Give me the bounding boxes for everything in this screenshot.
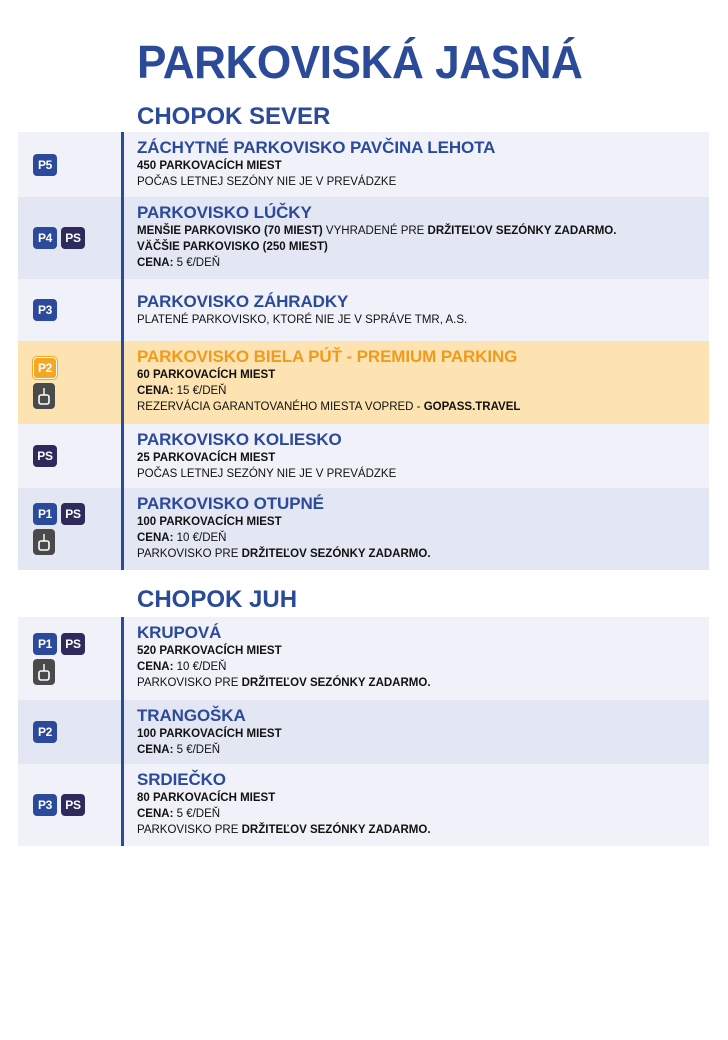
badge-group <box>18 132 121 197</box>
badge-group <box>18 617 121 700</box>
page-title: PARKOVISKÁ JASNÁ <box>137 36 583 88</box>
list-item <box>18 341 709 424</box>
sever-table <box>18 132 709 570</box>
parking-badge: P3 <box>33 794 57 816</box>
premium-parking-icon: P2 <box>33 357 57 379</box>
lift-ta-icon <box>33 529 55 555</box>
note: POČAS LETNEJ SEZÓNY NIE JE V PREVÁDZKE <box>137 468 397 480</box>
section-title-chopok-juh: CHOPOK JUH <box>137 586 298 613</box>
list-item <box>18 488 709 570</box>
parking-name: KRUPOVÁ <box>137 623 222 642</box>
price: CENA: 15 €/DEŇ <box>137 385 227 397</box>
note: POČAS LETNEJ SEZÓNY NIE JE V PREVÁDZKE <box>137 176 397 188</box>
juh-table <box>18 617 709 846</box>
parking-badge: PS <box>33 445 57 467</box>
badge-group <box>18 197 121 279</box>
badge-group <box>18 764 121 846</box>
capacity: 520 PARKOVACÍCH MIEST <box>137 645 282 657</box>
lift-ta-icon <box>33 383 55 409</box>
parking-badge: P1 <box>33 633 57 655</box>
note: PLATENÉ PARKOVISKO, KTORÉ NIE JE V SPRÁVE TMR, A.S. <box>137 314 468 326</box>
parking-name: ZÁCHYTNÉ PARKOVISKO PAVČINA LEHOTA <box>137 138 496 157</box>
parking-badge: P2 <box>33 721 57 743</box>
parking-badge: PS <box>61 503 85 525</box>
section-title-chopok-sever: CHOPOK SEVER <box>137 103 331 130</box>
parking-badge: P3 <box>33 299 57 321</box>
note: PARKOVISKO PRE DRŽITEĽOV SEZÓNKY ZADARMO. <box>137 677 431 689</box>
capacity: 100 PARKOVACÍCH MIEST <box>137 728 282 740</box>
note: PARKOVISKO PRE DRŽITEĽOV SEZÓNKY ZADARMO. <box>137 548 431 560</box>
badge-group <box>18 279 121 341</box>
reservation-link[interactable]: GOPASS.TRAVEL <box>423 401 521 413</box>
capacity: 60 PARKOVACÍCH MIEST <box>137 369 276 381</box>
price: CENA: 5 €/DEŇ <box>137 257 221 269</box>
parking-name: PARKOVISKO KOLIESKO <box>137 430 342 449</box>
parking-badge: P4 <box>33 227 57 249</box>
note: REZERVÁCIA GARANTOVANÉHO MIESTA VOPRED - GOPASS.TRAVEL <box>137 401 521 413</box>
price: CENA: 5 €/DEŇ <box>137 808 221 820</box>
parking-badge: PS <box>61 794 85 816</box>
parking-badge: P1 <box>33 503 57 525</box>
list-item <box>18 132 709 197</box>
parking-name: PARKOVISKO OTUPNÉ <box>137 494 324 513</box>
parking-name: SRDIEČKO <box>137 770 226 789</box>
price: CENA: 10 €/DEŇ <box>137 532 227 544</box>
capacity: 100 PARKOVACÍCH MIEST <box>137 516 282 528</box>
parking-badge: PS <box>61 227 85 249</box>
lift-ta-icon <box>33 659 55 685</box>
badge-group <box>18 424 121 488</box>
parking-badge: P5 <box>33 154 57 176</box>
badge-group <box>18 341 121 424</box>
list-item <box>18 424 709 488</box>
note: PARKOVISKO PRE DRŽITEĽOV SEZÓNKY ZADARMO. <box>137 824 431 836</box>
list-item <box>18 764 709 846</box>
price: CENA: 10 €/DEŇ <box>137 661 227 673</box>
parking-name: TRANGOŠKA <box>137 706 246 725</box>
list-item <box>18 617 709 700</box>
capacity: 450 PARKOVACÍCH MIEST <box>137 160 282 172</box>
price: CENA: 5 €/DEŇ <box>137 744 221 756</box>
note: VÄČŠIE PARKOVISKO (250 MIEST) <box>137 241 328 253</box>
badge-group <box>18 488 121 570</box>
parking-badge: PS <box>61 633 85 655</box>
list-item <box>18 197 709 279</box>
parking-name: PARKOVISKO BIELA PÚŤ - PREMIUM PARKING <box>137 347 518 366</box>
parking-name: PARKOVISKO ZÁHRADKY <box>137 292 349 311</box>
badge-group <box>18 700 121 764</box>
parking-name: PARKOVISKO LÚČKY <box>137 203 312 222</box>
note: MENŠIE PARKOVISKO (70 MIEST) VYHRADENÉ PRE DRŽITEĽOV SEZÓNKY ZADARMO. <box>137 225 617 237</box>
capacity: 80 PARKOVACÍCH MIEST <box>137 792 276 804</box>
list-item <box>18 279 709 341</box>
list-item <box>18 700 709 764</box>
capacity: 25 PARKOVACÍCH MIEST <box>137 452 276 464</box>
